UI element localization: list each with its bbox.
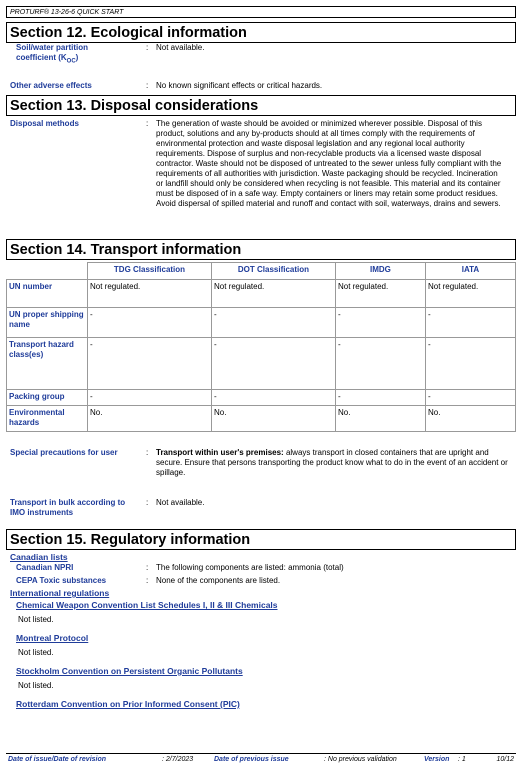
issue-date-label: Date of issue/Date of revision: [8, 756, 107, 763]
stockholm-value: Not listed.: [18, 681, 54, 690]
table-row: Transport hazard class(es) - - - -: [7, 338, 516, 390]
disposal-value: The generation of waste should be avoided or minimized wherever possible. Disposal of this product, solutions and any by-products should at all times comply with the requirements of environmental protection and waste disposal legislation and any regional local authority requirements. Dispose of surplus and non-recyclable products via a licensed waste disposal contractor. Waste should not be disposed of untreated to the sewer unless fully compliant with the requirements of all authorities with jurisdiction. Waste packaging should be recycled. Incineration or landfill should only be considered when recycling is not feasible. This material and its container must be disposed of in a safe way. Empty containers or liners may retain some product residues. Avoid dispersal of spilled material and runoff and contact with soil, waterways, drains and sewers.: [156, 119, 502, 208]
table-row: UN proper shipping name - - - -: [7, 308, 516, 338]
section-15-title: Section 15. Regulatory information: [6, 529, 516, 550]
montreal-heading: Montreal Protocol: [16, 633, 89, 643]
disposal-row: Disposal methods : The generation of waste should be avoided or minimized wherever possible. Disposal of this product, solutions and any by-products should at all times comply with the requirements of environmental protection and waste disposal legislation and any regional local authority requirements. Dispose of surplus and non-recyclable products via a licensed waste disposal contractor. Waste should not be disposed of untreated to the sewer unless fully compliant with the requirements of all authorities with jurisdiction. Waste packaging should be recycled. Incineration or landfill should only be considered when recycling is not feasible. This material and its container must be disposed of in a safe way. Empty containers or liners may retain some product residues. Avoid dispersal of spilled material and runoff and contact with soil, waterways, drains and sewers.: [6, 119, 516, 239]
other-adverse-value: No known significant effects or critical hazards.: [156, 81, 323, 90]
soil-water-value: Not available.: [156, 43, 205, 52]
issue-date-value: : 2/7/2023: [162, 756, 194, 763]
bulk-transport-value: Not available.: [156, 498, 205, 507]
bulk-transport-label: Transport in bulk according to IMO instruments: [10, 498, 126, 517]
col-tdg: TDG Classification: [88, 263, 212, 280]
rotterdam-heading: Rotterdam Convention on Prior Informed Consent (PIC): [16, 699, 240, 709]
document-footer: [6, 753, 516, 766]
special-precautions-value: Transport within user's premises: always transport in closed containers that are upright and secure. Ensure that persons transporting the product know what to do in the event of an accident or spillage.: [156, 448, 508, 477]
regulatory-body: Canadian lists Canadian NPRI : The following components are listed: ammonia (total) CEPA Toxic substances : None of the components are listed. International regulations Chemical Weapon Convention List Schedules I, II & III Chemicals Not listed. Montreal Protocol Not listed. Stockholm Convention on Persistent Organic Pollutants Not listed. Rotterdam Convention on Prior Informed Consent (PIC): [6, 552, 516, 711]
other-adverse-label: Other adverse effects: [10, 81, 92, 90]
soil-water-row: Soil/water partition coefficient $(K_{OC})$ : Not available.: [6, 43, 516, 81]
previous-issue-value: : No previous validation: [324, 756, 397, 763]
npri-label: Canadian NPRI: [16, 563, 74, 572]
npri-value: The following components are listed: ammonia (total): [156, 563, 344, 572]
table-row: Packing group - - - -: [7, 390, 516, 406]
document-page: [6, 6, 516, 766]
document-header: PROTURF® 13-26-6 QUICK START: [6, 6, 516, 18]
version-value: : 1: [458, 756, 466, 763]
other-adverse-row: Other adverse effects : No known significant effects or critical hazards.: [6, 81, 516, 93]
international-heading: International regulations: [10, 588, 110, 598]
version-label: Version: [424, 756, 450, 763]
soil-water-label: Soil/water partition coefficient $(K_{OC})$: [16, 43, 89, 65]
transport-table: [6, 262, 516, 432]
col-dot: DOT Classification: [211, 263, 335, 280]
canadian-lists-heading: Canadian lists: [10, 552, 68, 562]
montreal-value: Not listed.: [18, 648, 54, 657]
cepa-label: CEPA Toxic substances: [16, 576, 107, 585]
col-iata: IATA: [425, 263, 515, 280]
special-precautions-label: Special precautions for user: [10, 448, 118, 457]
table-row: UN number Not regulated. Not regulated. Not regulated. Not regulated.: [7, 280, 516, 308]
page-number: 10/12: [496, 756, 514, 763]
col-imdg: IMDG: [335, 263, 425, 280]
section-12-title: Section 12. Ecological information: [6, 22, 516, 43]
bulk-transport-row: Transport in bulk according to IMO instruments : Not available.: [6, 498, 516, 526]
special-precautions-row: Special precautions for user : Transport within user's premises: always transport in closed containers that are upright and secure. Ensure that persons transporting the product know what to do in the event of an accident or spillage.: [6, 448, 516, 494]
previous-issue-label: Date of previous issue: [214, 756, 289, 763]
disposal-label: Disposal methods: [10, 119, 79, 128]
stockholm-heading: Stockholm Convention on Persistent Organic Pollutants: [16, 666, 243, 676]
section-13-title: Section 13. Disposal considerations: [6, 95, 516, 116]
table-row: Environmental hazards No. No. No. No.: [7, 406, 516, 432]
cepa-value: None of the components are listed.: [156, 576, 281, 585]
section-14-title: Section 14. Transport information: [6, 239, 516, 260]
cwc-heading: Chemical Weapon Convention List Schedules I, II & III Chemicals: [16, 600, 278, 610]
cwc-value: Not listed.: [18, 615, 54, 624]
